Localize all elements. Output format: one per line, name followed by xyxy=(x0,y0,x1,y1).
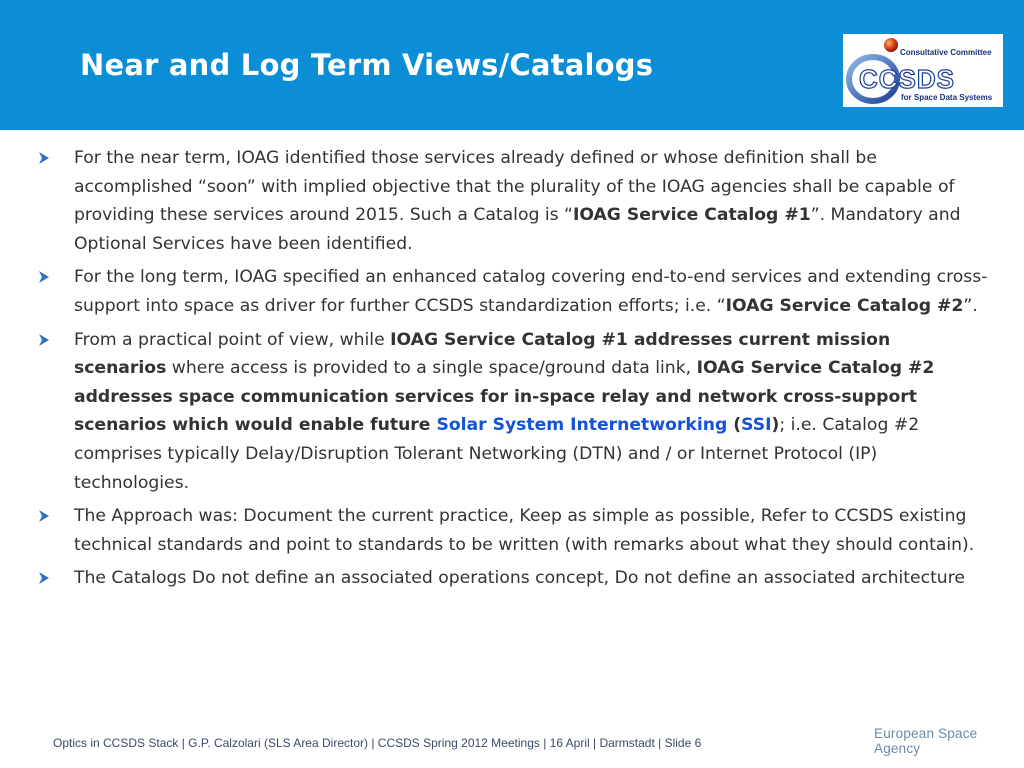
bullet-text-segment: IOAG Service Catalog #1 xyxy=(572,205,811,226)
logo-line2: for Space Data Systems xyxy=(901,93,993,102)
logo-wordmark: CCSDS xyxy=(859,64,956,94)
bullet-text-segment: ) xyxy=(771,415,780,436)
bullet-item xyxy=(38,326,988,498)
bullet-text-segment: For the long term, IOAG specified an enhanced catalog covering end-to-end services and extending cross-support into space as driver for further CCSDS standardization efforts; i.e. “ xyxy=(74,267,988,316)
bullet-arrow-icon xyxy=(38,509,50,523)
bullet-arrow-icon xyxy=(38,333,50,347)
footer-caption: Optics in CCSDS Stack | G.P. Calzolari (SLS Area Director) | CCSDS Spring 2012 Meetings | 16 April | Darmstadt | Slide 6 xyxy=(53,736,702,750)
bullet-text-segment: The Approach was: Document the current practice, Keep as simple as possible, Refer to CCSDS existing technical standards and point to standards to be written (with remarks about what they should contain). xyxy=(74,506,975,555)
bullet-text-segment: IOAG Service Catalog #2 addresses space communication services for in-space relay and network cross-support scenarios which would enable future xyxy=(74,358,935,436)
ccsds-logo-graphic xyxy=(843,34,1003,107)
bullet-text-segment: ”. Mandatory and Optional Services have been identified. xyxy=(74,205,961,254)
bullet-text-segment: ; i.e. Catalog #2 comprises typically Delay/Disruption Tolerant Networking (DTN) and / or Internet Protocol (IP) technologies. xyxy=(74,415,920,493)
link-text[interactable]: SSI xyxy=(741,415,772,436)
bullet-text-segment: where access is provided to a single space/ground data link, xyxy=(166,358,697,379)
bullet-text-segment: The Catalogs Do not define an associated operations concept, Do not define an associated architecture xyxy=(74,568,965,589)
bullet-text-segment: IOAG Service Catalog #2 xyxy=(725,295,964,316)
bullet-item xyxy=(38,144,988,258)
bullet-text-segment: ”. xyxy=(963,295,978,316)
bullet-text-segment: For the near term, IOAG identified those services already defined or whose definition shall be accomplished “soon” with implied objective that the plurality of the IOAG agencies shall be capable of providing these services around 2015. Such a Catalog is “ xyxy=(74,148,955,226)
bullet-text-segment: ( xyxy=(727,415,742,436)
bullet-list xyxy=(38,144,988,598)
bullet-text-segment: IOAG Service Catalog #1 addresses current mission scenarios xyxy=(74,329,891,379)
bullet-item xyxy=(38,502,988,559)
link-text[interactable]: Solar System Internetworking xyxy=(436,415,728,436)
bullet-arrow-icon xyxy=(38,270,50,284)
bullet-item xyxy=(38,564,988,593)
logo-line1: Consultative Committee xyxy=(900,48,992,57)
title-bar xyxy=(0,0,1024,130)
bullet-arrow-icon xyxy=(38,151,50,165)
esa-wordmark: European Space Agency xyxy=(874,726,978,756)
bullet-item xyxy=(38,263,988,320)
slide-title: Near and Log Term Views/Catalogs xyxy=(80,48,654,82)
bullet-text-segment: From a practical point of view, while xyxy=(74,329,391,350)
ccsds-logo xyxy=(843,34,1003,107)
bullet-arrow-icon xyxy=(38,571,50,585)
